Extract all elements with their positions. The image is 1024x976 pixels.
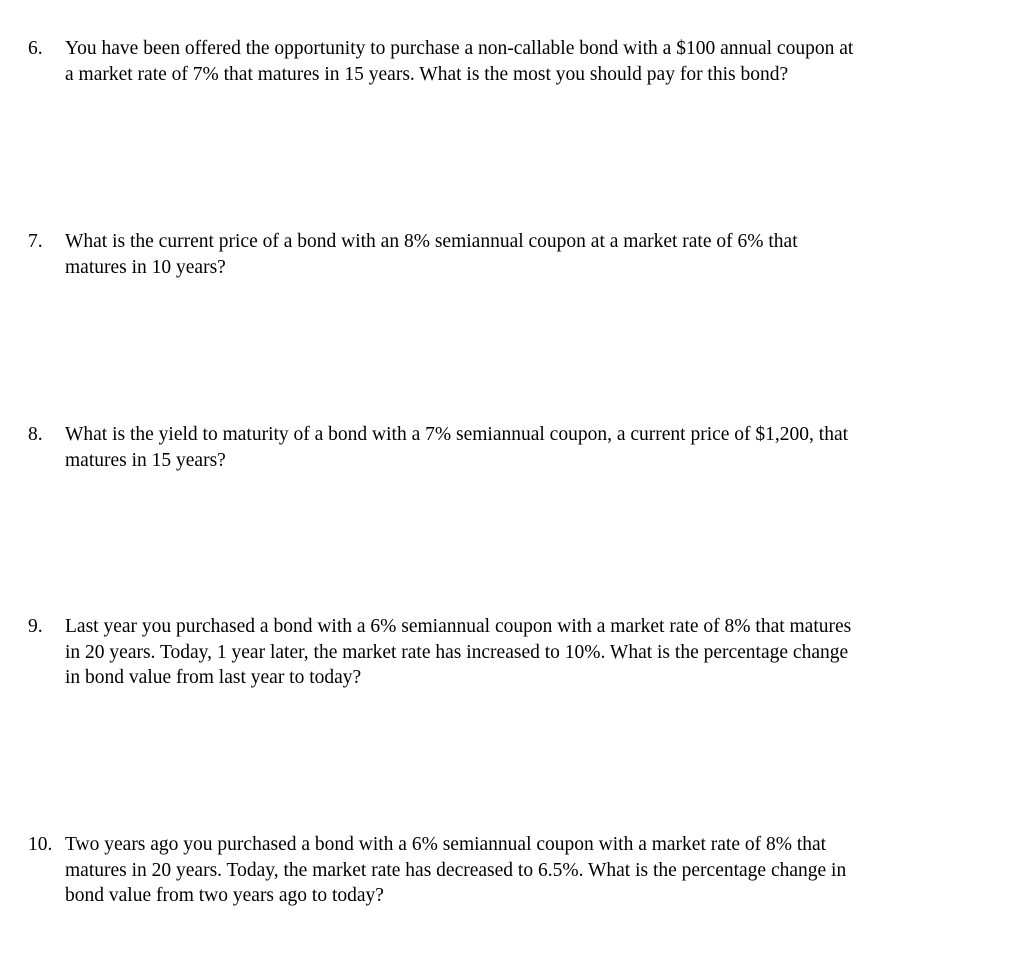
- question-7: [28, 229, 958, 280]
- question-text: Last year you purchased a bond with a 6% semiannual coupon with a market rate of 8% that matures in 20 years. Today, 1 year later, the market rate has increased to 10%. What is the percentage change in bond value from last year to today?: [65, 616, 852, 688]
- question-number: 6.: [28, 38, 43, 59]
- question-number: 9.: [28, 616, 43, 637]
- question-8: [28, 422, 958, 473]
- question-number: 10.: [28, 834, 53, 855]
- question-text: What is the current price of a bond with an 8% semiannual coupon at a market rate of 6% that matures in 10 years?: [65, 231, 798, 278]
- question-text: You have been offered the opportunity to purchase a non-callable bond with a $100 annual coupon at a market rate of 7% that matures in 15 years. What is the most you should pay for this bond?: [65, 38, 854, 85]
- question-10: [28, 832, 958, 909]
- question-text: What is the yield to maturity of a bond with a 7% semiannual coupon, a current price of $1,200, that matures in 15 years?: [65, 424, 849, 471]
- question-6: [28, 36, 958, 87]
- question-9: [28, 614, 958, 691]
- question-number: 8.: [28, 424, 43, 445]
- question-text: Two years ago you purchased a bond with a 6% semiannual coupon with a market rate of 8% that matures in 20 years. Today, the market rate has decreased to 6.5%. What is the percentage change in bond value from two years ago to today?: [65, 834, 847, 906]
- question-number: 7.: [28, 231, 43, 252]
